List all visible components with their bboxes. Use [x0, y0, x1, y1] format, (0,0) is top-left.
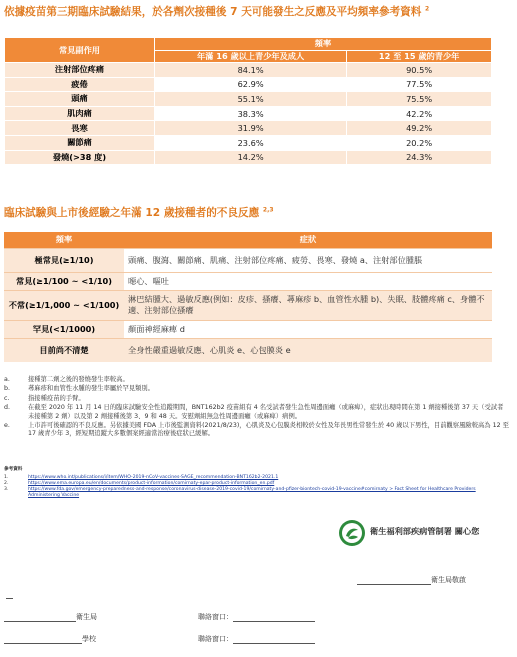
symptom-text: 頭痛、腹瀉、關節痛、肌痛、注射部位疼痛、疲勞、畏寒、發燒 a、注射部位腫脹 — [124, 248, 492, 272]
footnote-key: e. — [4, 422, 10, 430]
table-row — [4, 320, 492, 338]
symptom-text: 噁心、嘔吐 — [124, 272, 492, 290]
section1-title — [4, 4, 513, 19]
footnote-text: 蕁麻疹和血管性水腫的發生率屬於罕見類別。 — [28, 385, 154, 393]
footer-health-bureau — [4, 612, 97, 622]
teen-rate: 20.2% — [347, 135, 492, 150]
signature-line — [357, 575, 466, 585]
frequency-label: 常見(≥1/100 ~ <1/10) — [4, 272, 124, 290]
table-row — [5, 150, 492, 165]
reference-link[interactable]: https://www.ema.europa.eu/en/documents/product-information/comirnaty-epar-product-information_en.pdf — [28, 481, 275, 486]
footnote-key: a. — [4, 376, 10, 383]
frequency-label: 不常(≥1/1,000 ~ <1/100) — [4, 290, 124, 320]
teen-rate: 77.5% — [347, 77, 492, 92]
footnote-item — [4, 422, 509, 439]
table-row — [5, 92, 492, 107]
symptom-text: 淋巴結腫大、過敏反應(例如：皮疹、搔癢、蕁麻疹 b、血管性水腫 b)、失眠、肢體疼痛 c、身體不適、注射部位搔癢 — [124, 290, 492, 320]
table-row — [5, 63, 492, 78]
section2-title — [4, 205, 274, 220]
footnote-key: d. — [4, 404, 10, 412]
signature-blank — [357, 576, 431, 585]
footnote-key: c. — [4, 394, 10, 402]
contact-2-blank — [233, 635, 315, 644]
footnote-text: 接種第二劑之後的發燒發生率較高。 — [28, 376, 129, 383]
adult-rate: 62.9% — [155, 77, 347, 92]
frequency-label: 極常見(≥1/10) — [4, 248, 124, 272]
references-title: 參考資料 — [4, 467, 23, 472]
school-label: 學校 — [82, 635, 96, 643]
adult-rate: 55.1% — [155, 92, 347, 107]
footer-contact-2 — [198, 634, 315, 644]
reaction-label: 疲倦 — [5, 77, 155, 92]
contact-1-label: 聯絡窗口： — [198, 613, 233, 621]
health-bureau-label: 衛生局 — [76, 613, 97, 621]
table-row — [4, 290, 492, 320]
signature-text: 衛生局敬啟 — [431, 576, 466, 584]
footnote-item — [4, 404, 509, 421]
section1-title-sup: 2 — [425, 5, 430, 13]
frequency-label: 目前尚不清楚 — [4, 338, 124, 362]
teen-rate: 90.5% — [347, 63, 492, 78]
section2-title-sup: 2,3 — [262, 206, 274, 214]
teen-rate: 49.2% — [347, 121, 492, 136]
footnote-item — [4, 395, 509, 403]
footnote-item — [4, 385, 509, 393]
footnote-key: b. — [4, 385, 10, 393]
col-reaction-header: 常見副作用 — [5, 38, 155, 63]
col-frequency-header: 頻率 — [155, 38, 492, 51]
col-frequency-header-2: 頻率 — [4, 232, 124, 248]
cdc-logo-icon — [338, 519, 366, 547]
reaction-label: 頭痛 — [5, 92, 155, 107]
adult-rate: 14.2% — [155, 150, 347, 165]
adult-rate: 31.9% — [155, 121, 347, 136]
contact-1-blank — [233, 613, 315, 622]
reference-key: 3. — [4, 487, 9, 492]
references-list — [4, 475, 509, 499]
reference-item — [4, 487, 509, 499]
teen-rate: 75.5% — [347, 92, 492, 107]
reaction-frequency-table — [4, 37, 492, 165]
table-row — [5, 135, 492, 150]
reference-key: 2. — [4, 481, 9, 486]
col-teen-header: 12 至 15 歲的青少年 — [347, 50, 492, 63]
table-row — [4, 338, 492, 362]
table-row — [4, 248, 492, 272]
divider-dash — [6, 598, 13, 599]
reference-link[interactable]: https://www.who.int/publications/i/item/WHO-2019-nCoV-vaccines-SAGE_recommendation-BNT162b2-2021.1 — [28, 475, 279, 480]
org-name: 衛生福利部疾病管制署 關心您 — [370, 526, 480, 536]
footer-contact-1 — [198, 612, 315, 622]
contact-2-label: 聯絡窗口： — [198, 635, 233, 643]
frequency-label: 罕見(<1/1000) — [4, 320, 124, 338]
adult-rate: 84.1% — [155, 63, 347, 78]
adverse-reaction-table — [4, 232, 492, 362]
table-row — [5, 77, 492, 92]
references — [4, 466, 509, 499]
col-adult-header: 年滿 16 歲以上青少年及成人 — [155, 50, 347, 63]
section1-title-text: 依據疫苗第三期臨床試驗結果，於各劑次接種後 7 天可能發生之反應及平均頻率參考資料 — [4, 6, 422, 18]
school-blank — [4, 635, 82, 644]
footnote-text: 在截至 2020 年 11 月 14 日的臨床試驗安全性追蹤期間，BNT162b2 疫苗組有 4 名受試者發生急性周邊面癱（或麻痺），症狀出現時間在第 1 劑接種後第 37 天（受試者未接種第 2 劑）以及第 2 劑接種後第 3、9 和 48 天。安慰劑組無急性周邊面癱（或麻痺）病例。 — [28, 404, 504, 420]
adverse-table-body — [4, 248, 492, 362]
footer-school — [4, 634, 96, 644]
footnotes — [4, 376, 509, 440]
reaction-table-body — [5, 63, 492, 165]
footnote-text: 上市許可後確認的不良反應。另依據美國 FDA 上市後監測資料(2021/8/23)，心肌炎及心包膜炎相較於女性及年長男性常發生於 40 歲以下男性，目前觀察風險較高為 12 至 17 歲青少年 3，經短期追蹤大多數個案經適當治療後症狀已緩解。 — [28, 422, 509, 438]
reference-key: 1. — [4, 475, 9, 480]
adult-rate: 23.6% — [155, 135, 347, 150]
col-symptom-header: 症狀 — [124, 232, 492, 248]
symptom-text: 顏面神經麻痺 d — [124, 320, 492, 338]
reaction-label: 發燒(>38 度) — [5, 150, 155, 165]
footnote-item — [4, 376, 509, 384]
reference-link[interactable]: https://www.fda.gov/emergency-preparedness-and-response/coronavirus-disease-2019-covid-19/comirnaty-and-pfizer-biontech-covid-19-vaccine#comirnaty > Fact Sheet for Healthcare Providers Administering Vaccine — [28, 487, 476, 498]
section2-title-text: 臨床試驗與上市後經驗之年滿 12 歲接種者的不良反應 — [4, 207, 260, 219]
table-row — [5, 106, 492, 121]
teen-rate: 42.2% — [347, 106, 492, 121]
table-row — [4, 272, 492, 290]
reaction-label: 肌肉痛 — [5, 106, 155, 121]
teen-rate: 24.3% — [347, 150, 492, 165]
footnote-text: 指接種疫苗的手臂。 — [28, 394, 85, 402]
symptom-text: 全身性嚴重過敏反應、心肌炎 e、心包膜炎 e — [124, 338, 492, 362]
adult-rate: 38.3% — [155, 106, 347, 121]
reaction-label: 畏寒 — [5, 121, 155, 136]
health-bureau-blank — [4, 613, 76, 622]
reaction-label: 注射部位疼痛 — [5, 63, 155, 78]
reaction-label: 關節痛 — [5, 135, 155, 150]
table-row — [5, 121, 492, 136]
